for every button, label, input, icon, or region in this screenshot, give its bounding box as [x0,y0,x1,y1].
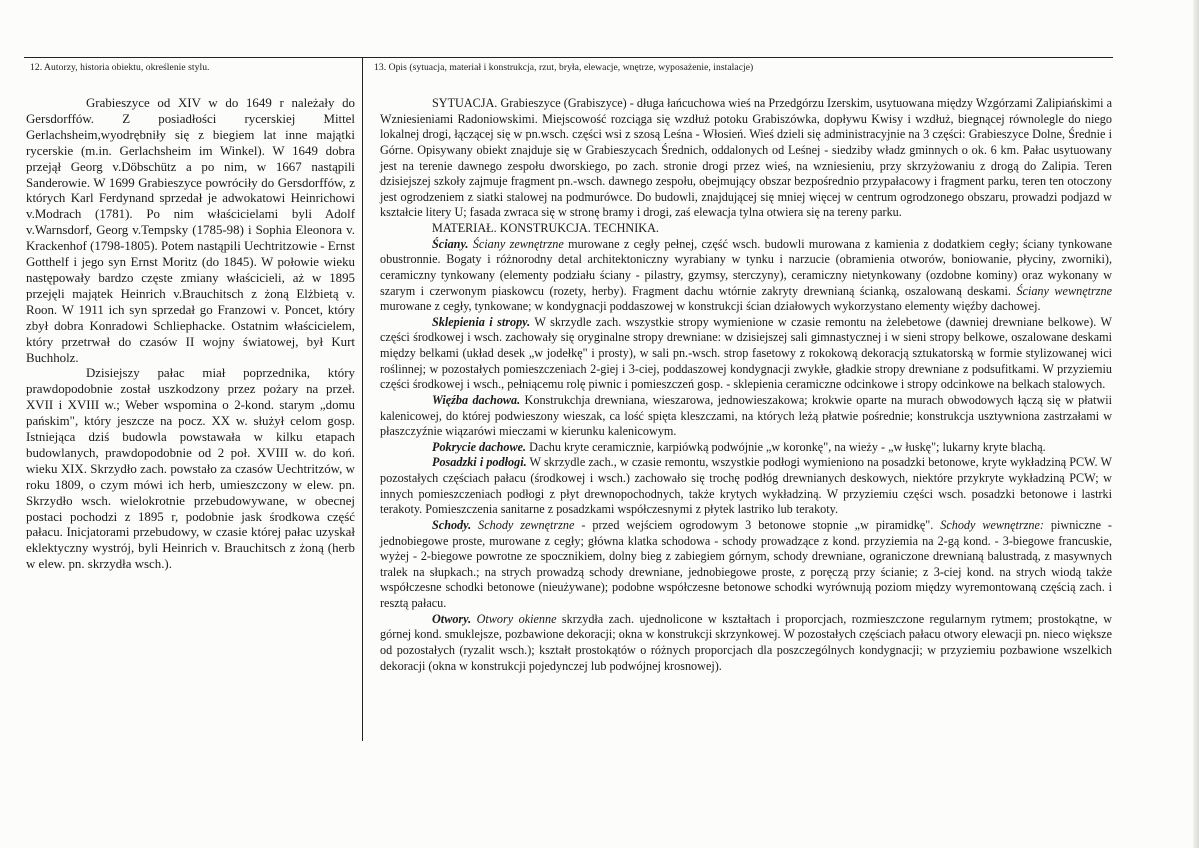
schody-text-2: piwniczne - jednobiegowe proste, murowane z cegły; główna klatka schodowa - schody prowadzące z kond. przyziemia na 2-gą kond. - 3-biegowe francuskie, wyżej - 2-biegowe powrotne ze spocznikiem, dolny bieg z zabiegiem górnym, schody drewniane, ograniczone drewnianą balustradą, z masywnych tralek na słupkach.; na strych prowadzą schody drewniane, jednobiegowe proste, z poręczą przy ścianie; z 3-ciej kond. na strych wiodą także współczesne schodki betonowe (nieużywane); podobne współczesne betonowe schodki wyrównują poziom między wyremontowaną częścią zach. i resztą pałacu. [380,517,1112,610]
sciany-text-1: murowane z cegły pełnej, część wsch. budowli murowana z kamienia z dodatkiem cegły; ściany tynkowane obustronnie. Bogaty i różnorodny detal architektoniczny wyrabiany w tynku i narzucie (obramienia otworów, boniowanie, płyciny, zworniki), ceramiczny tynkowany (elementy podziału ściany - pilastry, gzymsy, sterczyny), ceramiczny nietynkowany (ozdobne kominy) oraz wykonany w szarym i czerwonym piaskowcu (rozety, herby). Fragment dachu wtórnie zakryty drewnianą ścianką, oszalowaną deskami. [380,236,1112,298]
otwory-label: Otwory. [432,611,472,626]
description-column [380,96,1112,674]
sciany-text-2: murowane z cegły, tynkowane; w kondygnacji poddaszowej w konstrukcji ścian działowych wykorzystano elementy więźby dachowej. [380,299,1041,314]
wiezba-label: Więźba dachowa. [432,392,521,407]
section-13-header: 13. Opis (sytuacja, materiał i konstrukcja, rzut, bryła, elewacje, wnętrze, wyposażenie, instalacje) [374,62,754,73]
header-rule [24,57,1113,58]
posadzki-paragraph [380,455,1112,518]
otwory-okienne-label: Otwory okienne [476,611,557,626]
schody-label: Schody. [432,517,472,532]
sciany-wewnetrzne-label: Ściany wewnętrzne [1016,283,1112,298]
section-12-header: 12. Autorzy, historia obiektu, określenie stylu. [30,62,210,73]
pokrycie-paragraph [380,440,1112,456]
sytuacja-paragraph: SYTUACJA. Grabieszyce (Grabiszyce) - długa łańcuchowa wieś na Przedgórzu Izerskim, usytuowana między Wzgórzami Zalipiańskimi a Wzniesieniami Radoniowskimi. Miejscowość rozciąga się wzdłuż potoku Grabiszówka, dopływu Kwisy i wzdłuż, biegnącej równolegle do niego lokalnej drogi, łączącej się w pn.wsch. części wsi z szosą Leśna - Włosień. Wieś dzieli się administracyjnie na 3 części: Grabieszyce Dolne, Średnie i Górne. Opisywany obiekt znajduje się w Grabieszycach Średnich, oddalonych od Leśnej - siedziby władz gminnych o ok. 6 km. Pałac usytuowany jest na terenie dawnego zespołu dworskiego, po zach. stronie drogi przez wieś, na wzniesieniu, przy skrzyżowaniu z drogą do Zalipia. Teren dzisiejszej szkoły zajmuje fragment pn.-wsch. dawnego zespołu, obejmujący obszar bezpośrednio przypałacowy i fragment parku, teren ten otoczony jest ogrodzeniem z siatki stalowej na podmurówce. Do budowli, znajdującej się mniej więcej w centrum ogrodzonego obszaru, prowadzi podjazd w kształcie litery U; fasada zwraca się w stronę bramy i drogi, zaś elewacja tylna otwiera się na tereny parku. [380,96,1112,220]
otwory-paragraph [380,612,1112,675]
pokrycie-label: Pokrycie dachowe. [432,439,527,454]
column-divider [362,57,363,741]
wiezba-text: Konstrukchja drewniana, wieszarowa, jednowieszakowa; krokwie oparte na murach obwodowych łączą się w płatwii kalenicowej, do której podwieszony wieszak, ca lość spięta kleszczami, na których leżą płatwie pośrednie; konstrukcja usztywniona zastrzałami w płaszczyźnie wiązarówi mieczami w kierunku kalenicowym. [380,392,1112,439]
sklepienia-paragraph [380,315,1112,393]
posadzki-label: Posadzki i podłogi. [432,455,527,470]
history-paragraph-2: Dzisiejszy pałac miał poprzednika, który prawdopodobnie został uszkodzony przez pożary na przeł. XVII i XVIII w.; Weber wspomina o 2-kond. starym „domu pańskim", który jeszcze na pocz. XX w. służył celom gosp. Istniejąca dziś budowla powstawała w kilku etapach budowlanych, prawdopodobnie od 2 poł. XVIII w. do koń. wieku XIX. Skrzydło zach. powstało za czasów Uechtritzów, w roku 1809, o czym mówi ich herb, umieszczony w elew. pn. Skrzydło wsch. wielokrotnie przebudowywane, w obecnej postaci pochodzi z 1895 r, podobnie jask środkowa część pałacu. Inicjatorami przebudowy, w czasie której pałac uzyskał eklektyczny wystrój, byli Heinrich v. Brauchitsch z żoną (herb w elew. pn. skrzydła wsch.). [26,366,355,572]
schody-wewnetrzne-label: Schody wewnętrzne: [940,517,1044,532]
sciany-zewnetrzne-label: Ściany zewnętrzne [472,236,564,251]
history-paragraph-1: Grabieszyce od XIV w do 1649 r należały do Gersdorffów. Z posiadłości rycerskiej Mittel Gerlachsheim,wyodrębniły się z biegiem lat inne majątki rycerskie (m.in. Gerlachsheim im Winkel). W 1649 dobra przejął Georg v.Döbschütz a po nim, w 1667 nastąpili Sanderowie. W 1699 Grabieszyce powróciły do Gersdorffów, z których Karl Ferdynand sprzedał je adwokatowi Heinrichowi v.Modrach (1781). Po nim właścicielami byli Adolf v.Warnsdorf, Georg v.Tempsky (1785-98) i Sophia Eleonora v. Krackenhof (1798-1805). Potem nastąpili Uechtritzowie - Ernst Gotthelf i jego syn Ernst Moritz (do 1845). W połowie wieku następowały bardzo częste zmiany właścicieli, aż w 1895 przejęli majątek Heinrich v.Brauchitsch z żoną Elżbietą v. Roon. W 1911 ich syn sprzedał go Franzowi v. Poncet, który zbył dobra Konradowi Schliephacke. Ostatnim właścicielem, który przetrwał do czasów II wojny światowej, był Kurt Buchholz. [26,96,355,365]
schody-zewnetrzne-label: Schody zewnętrzne [478,517,575,532]
pokrycie-text: Dachu kryte ceramicznie, karpiówką podwójnie „w koronkę", na wieży - „w łuskę"; lukarny kryte blachą. [526,439,1046,454]
schody-text-1: - przed wejściem ogrodowym 3 betonowe stopnie „w piramidkę". [574,517,941,532]
sklepienia-label: Sklepienia i stropy. [432,314,531,329]
page-edge [1193,0,1199,848]
material-heading: MATERIAŁ. KONSTRUKCJA. TECHNIKA. [432,221,659,235]
history-column [26,96,355,573]
sklepienia-text: W skrzydle zach. wszystkie stropy wymienione w czasie remontu na żelebetowe (dawniej drewniane belkowe). W części środkowej i wsch. zachowały się oryginalne stropy drewniane: w dzisiejszej sali gimnastycznej i w sieni stropy belkowe, oszalowane deskami między belkami (układ desek „w jodełkę" i prosty), w sali pn.-wsch. strop fasetowy z rokokową dekoracją sztukatorską w formie stylizowanej wici roślinnej; w pozostałych pomieszczeniach 2-giej i 3-ciej, poddaszowej kondygnacji zwykłe, gładkie stropy drewniane z podsufitkami. W przyziemiu części środkowej i wsch., pełniącemu rolę piwnic i pomieszczeń gosp. - sklepienia ceramiczne odcinkowe i stropy odcinkowe na belkach stalowych. [380,314,1112,392]
sciany-label: Ściany. [432,236,469,251]
schody-paragraph [380,518,1112,612]
sciany-paragraph [380,237,1112,315]
otwory-text: skrzydła zach. ujednolicone w kształtach i proporcjach, rozmieszczone regularnym rytmem; prostokątne, w górnej kond. smuklejsze, pozbawione dekoracji; okna w konstrukcji skrzynkowej. W pozostałych częściach pałacu otwory elewacji pn. nieco większe od pozostałych (ryzalit wsch.); kształt prostokątów o różnych proporcjach dla poszczególnych kondygnacji; w przyziemiu pozbawione wszelkich dekoracji (okna w konstrukcji pojedynczej lub podwójnej krosnowej). [380,611,1112,673]
posadzki-text: W skrzydle zach., w czasie remontu, wszystkie podłogi wymieniono na posadzki betonowe, kryte wykładziną PCW. W pozostałych częściach pałacu (środkowej i wsch.) zachowało się trochę podłóg drewnianych deskowych, niektóre przykryte wykładziną PCW; w innych pomieszczeniach podłogi z płyt drewnopochodnych, także krytych wykładziną. W przyziemiu części wsch. posadzki betonowe i lastrki terakoty. Pomieszczenia sanitarne z posadzkami współczesnymi z płytek lastriko lub terakoty. [380,455,1112,517]
wiezba-paragraph [380,393,1112,440]
